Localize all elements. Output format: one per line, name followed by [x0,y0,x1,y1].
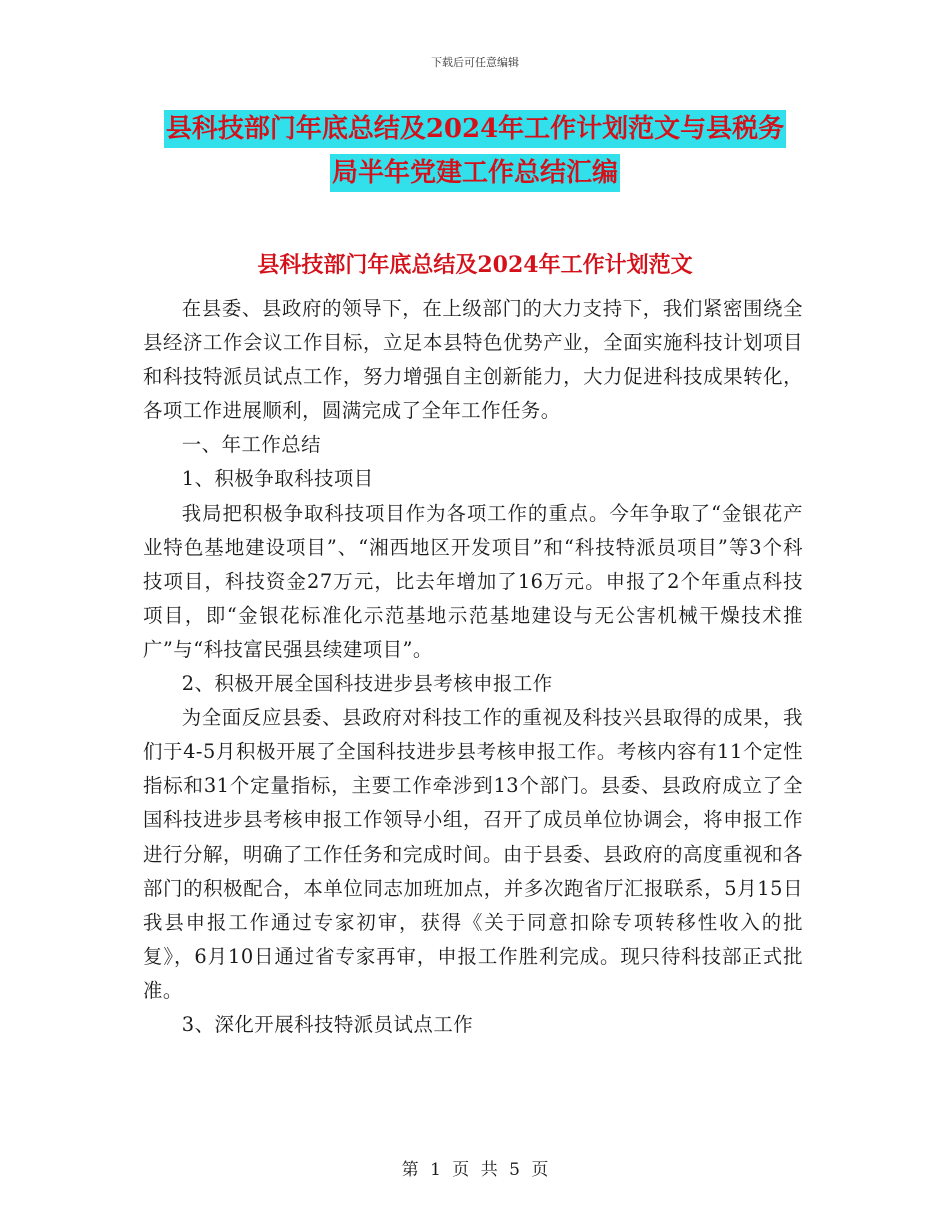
document-body [143,292,803,1042]
paragraph-intro: 在县委、县政府的领导下，在上级部门的大力支持下，我们紧密围绕全县经济工作会议工作目标，立足本县特色优势产业，全面实施科技计划项目和科技特派员试点工作，努力增强自主创新能力，大力促进科技成果转化，各项工作进展顺利，圆满完成了全年工作任务。 [143,297,803,423]
subheading-3: 3、深化开展科技特派员试点工作 [181,1012,474,1036]
document-title-line-1 [0,116,950,142]
section-title: 县科技部门年底总结及2024年工作计划范文 [257,252,693,278]
subheading-2: 2、积极开展全国科技进步县考核申报工作 [181,672,553,696]
document-title-line-1-text: 县科技部门年底总结及2024年工作计划范文与县税务 [164,110,786,148]
paragraph-assessment: 为全面反应县委、县政府对科技工作的重视及科技兴县取得的成果，我们于4-5月积极开展了全国科技进步县考核申报工作。考核内容有11个定性指标和31个定量指标，主要工作牵涉到13个部门。县委、县政府成立了全国科技进步县考核申报工作领导小组，召开了成员单位协调会，将申报工作进行分解，明确了工作任务和完成时间。由于县委、县政府的高度重视和各部门的积极配合，本单位同志加班加点，并多次跑省厅汇报联系，5月15日我县申报工作通过专家初审，获得《关于同意扣除专项转移性收入的批复》，6月10日通过省专家再审，申报工作胜利完成。现只待科技部正式批准。 [143,706,803,1002]
subheading-1: 1、积极争取科技项目 [181,467,374,491]
document-title-line-2-text: 局半年党建工作总结汇编 [330,154,620,192]
page-header-note: 下载后可任意编辑 [431,56,519,69]
paragraph-projects: 我局把积极争取科技项目作为各项工作的重点。今年争取了“金银花产业特色基地建设项目”、“湘西地区开发项目”和“科技特派员项目”等3个科技项目，科技资金27万元，比去年增加了16万元。申报了2个年重点科技项目，即“金银花标准化示范基地示范基地建设与无公害机械干燥技术推广”与“科技富民强县续建项目”。 [143,501,803,661]
page-number: 第 1 页 共 5 页 [401,1160,549,1180]
heading-annual-summary: 一、年工作总结 [181,433,322,457]
document-title-line-2 [0,160,950,186]
